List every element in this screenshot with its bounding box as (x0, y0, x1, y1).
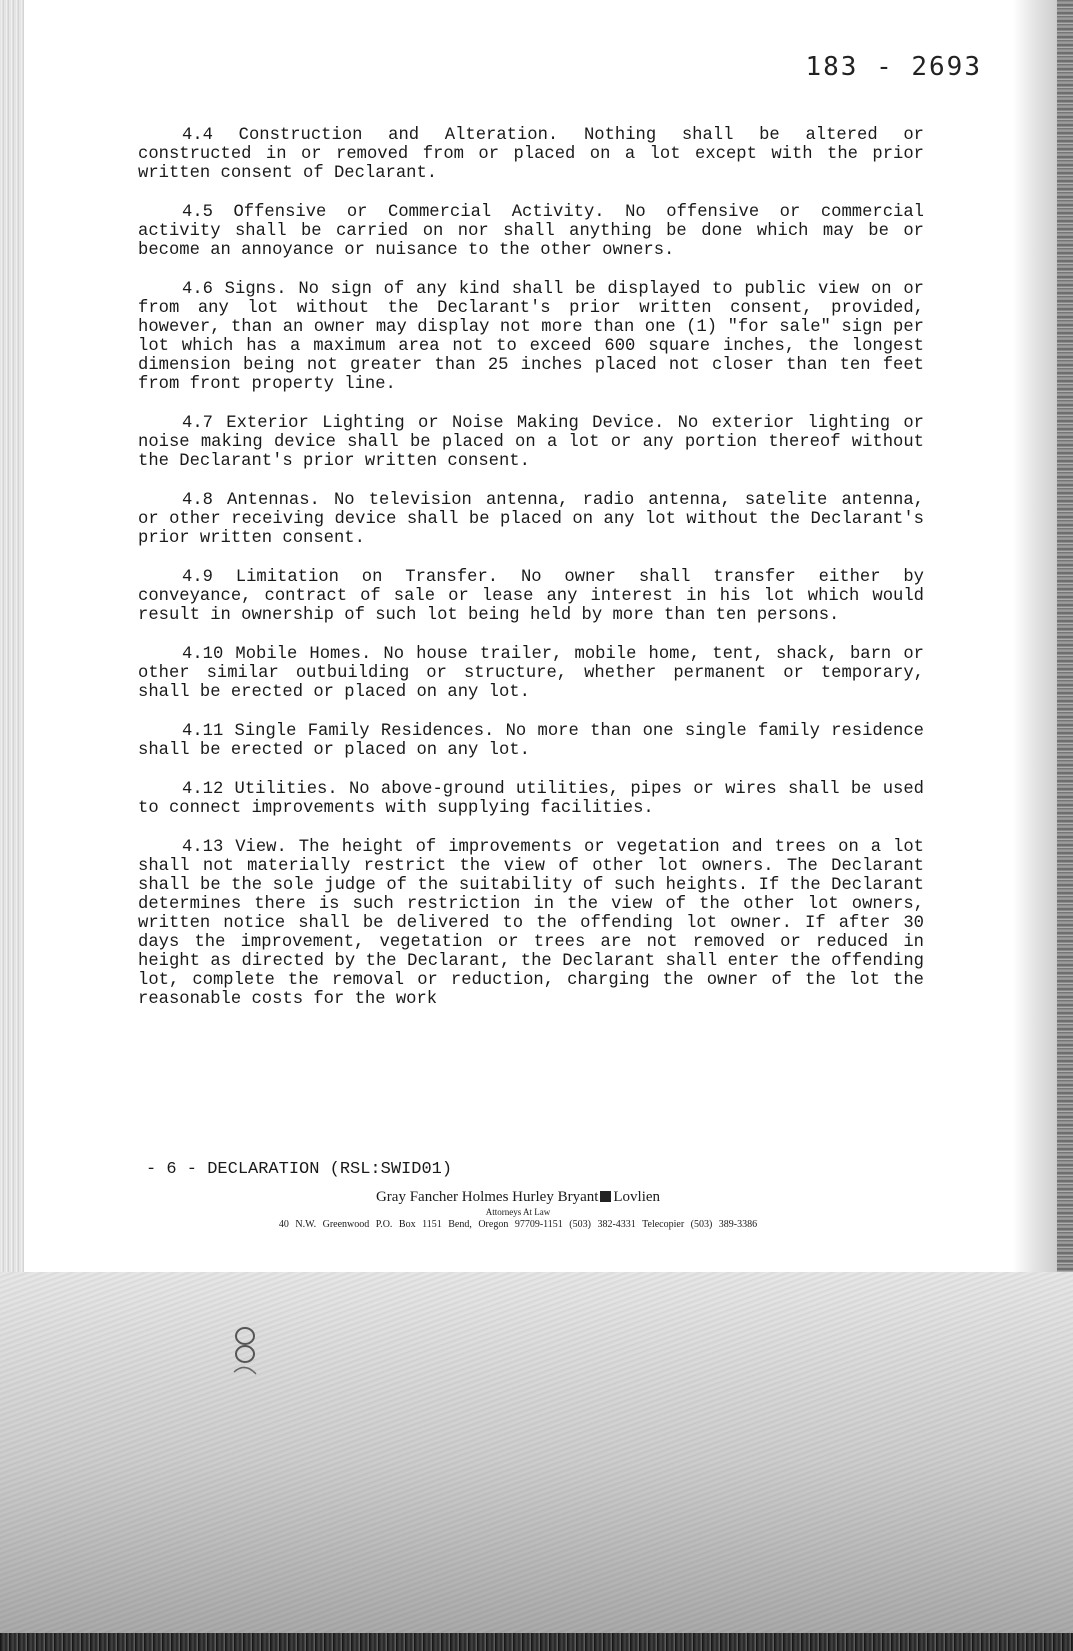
paragraph-4-8: 4.8 Antennas. No television antenna, radio antenna, satelite antenna, or other receiving device shall be placed on any lot without the Declarant's prior written consent. (138, 491, 924, 548)
firm-name-left: Gray Fancher Holmes Hurley Bryant (375, 1189, 599, 1205)
paragraph-4-13: 4.13 View. The height of improvements or vegetation and trees on a lot shall not materially restrict the view of other lot owners. The Declarant shall be the sole judge of the suitability of such heights. If the Declarant determines there is such restriction in the view of the other lot owners, written notice shall be delivered to the offending lot owner. If after 30 days the improvement, vegetation or trees are not removed or reduced in height as directed by the Declarant, the Declarant shall enter the offending lot, complete the removal or reduction, charging the owner of the lot the reasonable costs for the work (138, 838, 924, 1009)
paragraph-4-6: 4.6 Signs. No sign of any kind shall be displayed to public view on or from any lot without the Declarant's prior written consent, provided, however, than an owner may display not more than one (1) "for sale" sign per lot which has a maximum area not to exceed 600 square inches, the longest dimension being not greater than 25 inches placed not closer than ten feet from front property line. (138, 280, 924, 394)
paragraph-4-5: 4.5 Offensive or Commercial Activity. No offensive or commercial activity shall be carried on nor shall anything be done which may be or become an annoyance or nuisance to the other owners. (138, 203, 924, 260)
page-number: 183 - 2693 (805, 52, 982, 82)
document-page (24, 0, 1012, 1272)
firm-name (24, 1188, 1012, 1206)
scan-edge-bottom (0, 1633, 1073, 1651)
paragraph-4-9: 4.9 Limitation on Transfer. No owner shall transfer either by conveyance, contract of sale or lease any interest in his lot which would result in ownership of such lot being held by more than ten persons. (138, 568, 924, 625)
paragraph-4-12: 4.12 Utilities. No above-ground utilities, pipes or wires shall be used to connect improvements with supplying facilities. (138, 780, 924, 818)
footer-label: - 6 - DECLARATION (RSL:SWID01) (146, 1160, 453, 1179)
paragraph-4-7: 4.7 Exterior Lighting or Noise Making Device. No exterior lighting or noise making device shall be placed on a lot or any portion thereof without the Declarant's prior written consent. (138, 414, 924, 471)
document-body (138, 126, 924, 1029)
paragraph-4-10: 4.10 Mobile Homes. No house trailer, mobile home, tent, shack, barn or other similar outbuilding or structure, whether permanent or temporary, shall be erected or placed on any lot. (138, 645, 924, 702)
handwritten-mark (230, 1322, 260, 1382)
firm-letterhead (24, 1188, 1012, 1232)
firm-name-right: Lovlien (613, 1189, 661, 1205)
paragraph-4-4: 4.4 Construction and Alteration. Nothing shall be altered or constructed in or removed from or placed on a lot except with the prior written consent of Declarant. (138, 126, 924, 183)
scan-background (0, 1272, 1073, 1651)
firm-logo-icon (600, 1191, 611, 1202)
firm-subtitle: Attorneys At Law (485, 1207, 551, 1217)
firm-address: 40 N.W. Greenwood P.O. Box 1151 Bend, Oregon 97709-1151 (503) 382-4331 Telecopier (503) 389-3386 (278, 1219, 758, 1230)
paragraph-4-11: 4.11 Single Family Residences. No more than one single family residence shall be erected or placed on any lot. (138, 722, 924, 760)
